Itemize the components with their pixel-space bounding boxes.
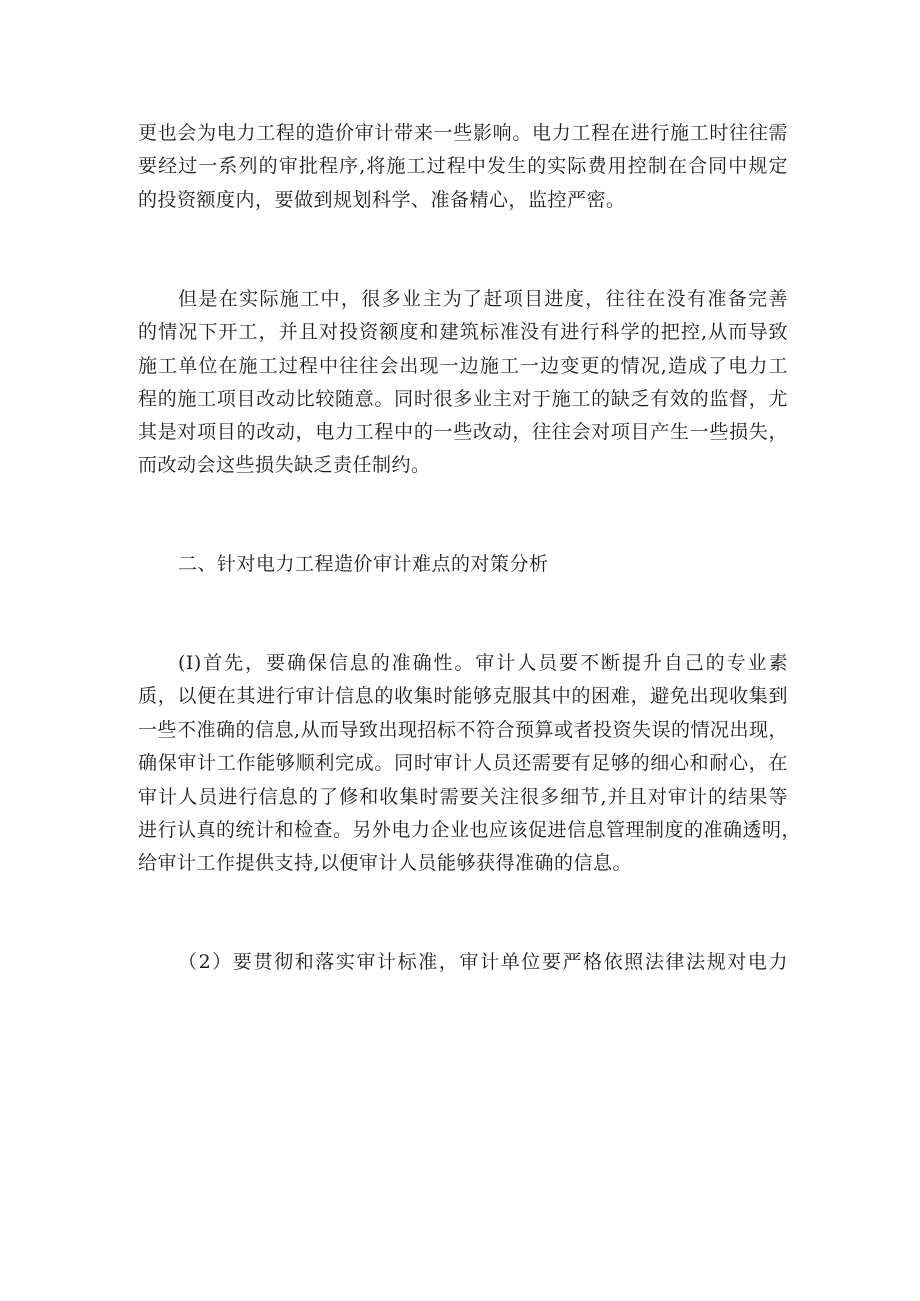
paragraph-3-line-7: 给审计工作提供支持,以便审计人员能够获得准确的信息。 xyxy=(138,852,633,874)
paragraph-2-line-6: 而改动会这些损失缺乏责任制约。 xyxy=(138,454,431,476)
paragraph-2-line-4: 程的施工项目改动比较随意。同时很多业主对于施工的缺乏有效的监督，尤 xyxy=(138,388,788,410)
paragraph-1-line-2: 要经过一系列的审批程序,将施工过程中发生的实际费用控制在合同中规定 xyxy=(138,155,788,177)
paragraph-2-line-5: 其是对项目的改动，电力工程中的一些改动，往往会对项目产生一些损失， xyxy=(138,421,788,443)
paragraph-3-line-6: 进行认真的统计和检查。另外电力企业也应该促进信息管理制度的准确透明， xyxy=(138,819,802,841)
paragraph-1-line-3: 的投资额度内，要做到规划科学、准备精心，监控严密。 xyxy=(138,189,626,211)
paragraph-2-line-3: 施工单位在施工过程中往往会出现一边施工一边变更的情况,造成了电力工 xyxy=(138,355,788,377)
paragraph-3-line-1: (I)首先，要确保信息的准确性。审计人员要不断提升自己的专业素 xyxy=(178,652,788,674)
paragraph-3-line-3: 一些不准确的信息,从而导致出现招标不符合预算或者投资失误的情况出现， xyxy=(138,719,789,741)
paragraph-3-line-4: 确保审计工作能够顺利完成。同时审计人员还需要有足够的细心和耐心，在 xyxy=(138,752,788,774)
paragraph-1-line-1: 更也会为电力工程的造价审计带来一些影响。电力工程在进行施工时往往需 xyxy=(138,122,788,144)
paragraph-3-line-5: 审计人员进行信息的了修和收集时需要关注很多细节,并且对审计的结果等 xyxy=(138,786,788,808)
section-heading: 二、针对电力工程造价审计难点的对策分析 xyxy=(178,553,549,575)
paragraph-4-line-1: （2）要贯彻和落实审计标准，审计单位要严格依照法律法规对电力 xyxy=(178,951,788,973)
paragraph-3-line-2: 质，以便在其进行审计信息的收集时能够克服其中的困难，避免出现收集到 xyxy=(138,685,788,707)
paragraph-2-line-2: 的情况下开工，并且对投资额度和建筑标准没有进行科学的把控,从而导致 xyxy=(138,321,788,343)
paragraph-2-line-1: 但是在实际施工中，很多业主为了赶项目进度，往往在没有准备完善 xyxy=(178,288,788,310)
